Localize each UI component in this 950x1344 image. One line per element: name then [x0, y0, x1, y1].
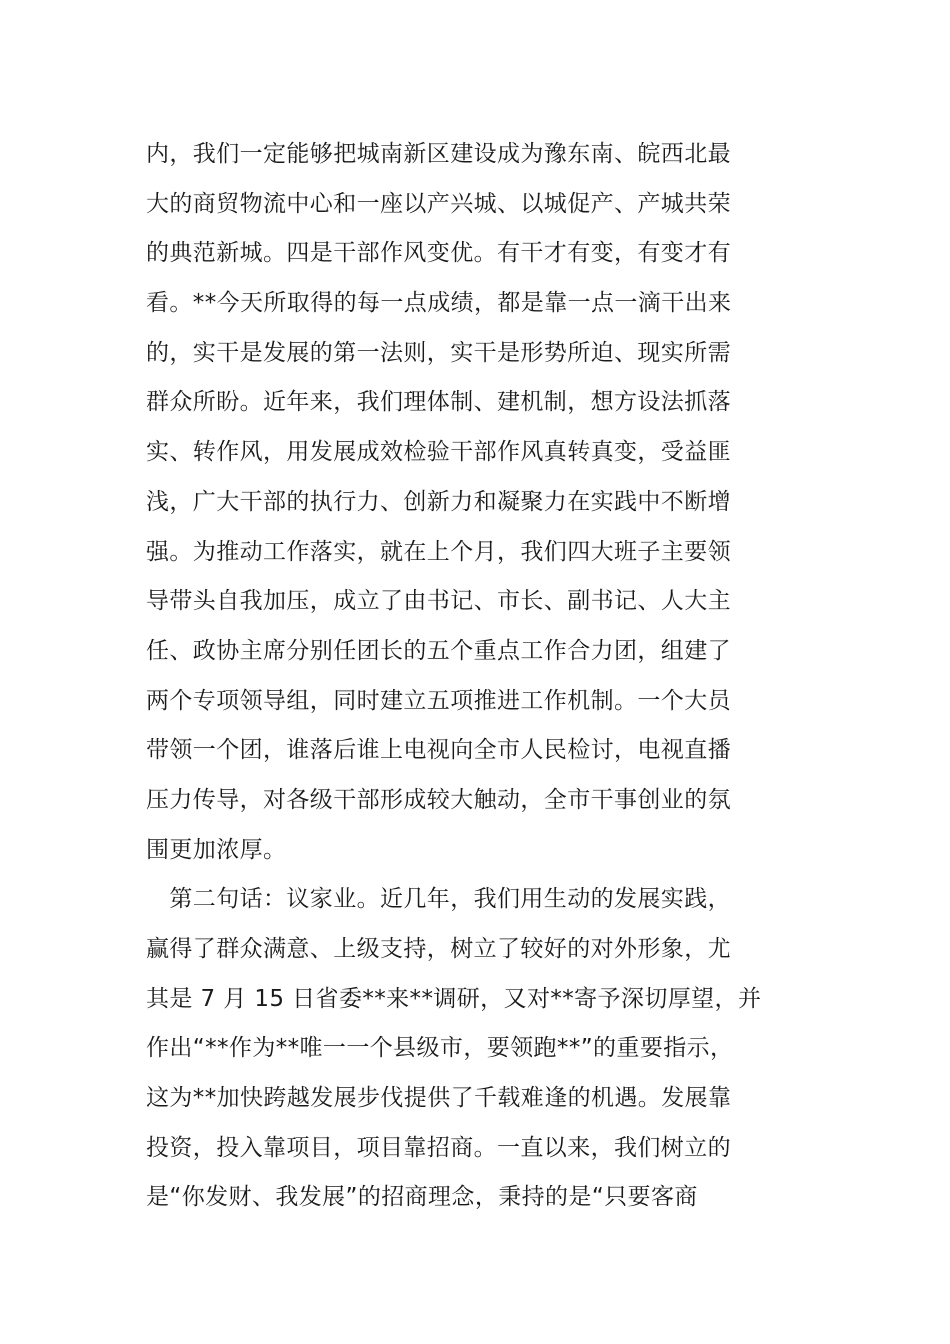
text-line: 强。为推动工作落实，就在上个月，我们四大班子主要领 [146, 538, 731, 565]
text-line: 浅，广大干部的执行力、创新力和凝聚力在实践中不断增 [146, 488, 731, 515]
text-line: 的，实干是发展的第一法则，实干是形势所迫、现实所需 [146, 339, 731, 366]
text-line: 的典范新城。四是干部作风变优。有干才有变，有变才有 [146, 240, 731, 267]
text-line: 其是 7 月 15 日省委**来**调研，又对**寄予深切厚望，并 [146, 985, 762, 1012]
text-line: 压力传导，对各级干部形成较大触动，全市干事创业的氛 [146, 786, 731, 813]
text-line: 群众所盼。近年来，我们理体制、建机制，想方设法抓落 [146, 389, 731, 416]
text-line: 导带头自我加压，成立了由书记、市长、副书记、人大主 [146, 588, 731, 615]
text-line: 作出“**作为**唯一一个县级市，要领跑**”的重要指示， [146, 1035, 734, 1062]
text-line: 任、政协主席分别任团长的五个重点工作合力团，组建了 [146, 637, 731, 664]
text-line: 两个专项领导组，同时建立五项推进工作机制。一个大员 [146, 687, 731, 714]
text-line: 是“你发财、我发展”的招商理念，秉持的是“只要客商 [146, 1184, 698, 1211]
text-line: 看。**今天所取得的每一点成绩，都是靠一点一滴干出来 [146, 290, 732, 317]
text-line: 内，我们一定能够把城南新区建设成为豫东南、皖西北最 [146, 141, 731, 167]
text-line: 这为**加快跨越发展步伐提供了千载难逢的机遇。发展靠 [146, 1085, 732, 1112]
body-text [146, 130, 810, 1223]
text-line: 投资，投入靠项目，项目靠招商。一直以来，我们树立的 [146, 1134, 731, 1161]
paragraph-start-line: 第二句话：议家业。近几年，我们用生动的发展实践， [146, 886, 731, 913]
text-line: 实、转作风，用发展成效检验干部作风真转真变，受益匪 [146, 439, 731, 466]
text-line: 赢得了群众满意、上级支持，树立了较好的对外形象，尤 [146, 936, 731, 962]
text-line: 大的商贸物流中心和一座以产兴城、以城促产、产城共荣 [146, 190, 731, 217]
text-line: 围更加浓厚。 [146, 836, 287, 863]
text-line: 带领一个团，谁落后谁上电视向全市人民检讨，电视直播 [146, 737, 731, 764]
